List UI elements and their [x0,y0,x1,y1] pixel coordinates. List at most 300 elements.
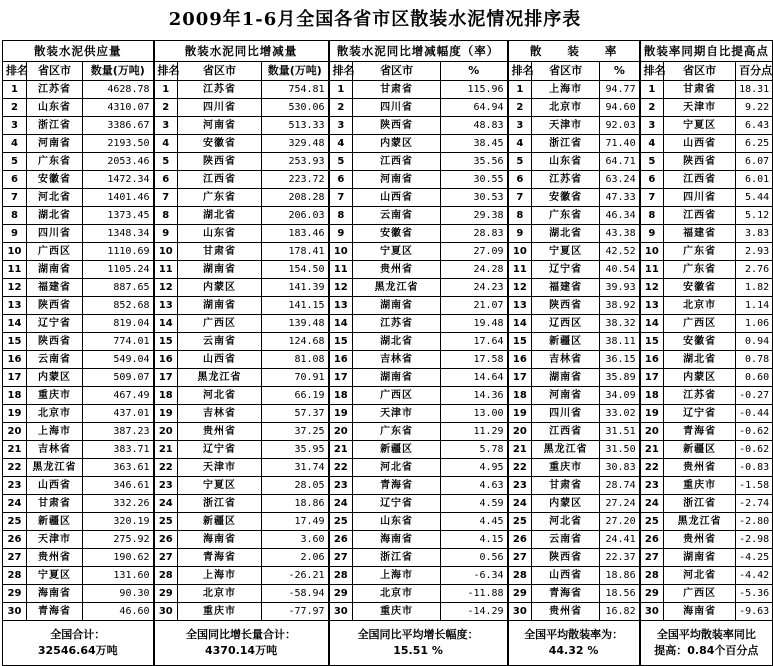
province-cell: 北京市 [353,585,441,603]
province-cell: 浙江省 [178,495,262,513]
rank-cell: 12 [154,279,178,297]
province-cell: 广东省 [27,153,83,171]
value-cell: 94.77 [600,81,640,99]
rank-cell: 19 [508,405,532,423]
province-cell: 安徽省 [664,333,736,351]
province-cell: 江苏省 [353,315,441,333]
province-cell: 广东省 [664,243,736,261]
value-cell: -2.80 [736,513,773,531]
province-cell: 宁夏区 [532,243,600,261]
province-cell: 云南省 [353,207,441,225]
rank-cell: 26 [329,531,353,549]
section-header: 散装水泥供应量 [3,41,154,62]
value-cell: 819.04 [83,315,154,333]
province-cell: 辽宁省 [27,315,83,333]
rank-cell: 16 [3,351,27,369]
province-cell: 江苏省 [27,81,83,99]
value-cell: 141.39 [262,279,329,297]
province-cell: 江西省 [353,153,441,171]
province-cell: 山西省 [353,189,441,207]
rank-cell: 25 [329,513,353,531]
rank-cell: 8 [329,207,353,225]
column-header: 省区市 [664,62,736,81]
rank-cell: 26 [3,531,27,549]
rank-cell: 21 [154,441,178,459]
rank-cell: 28 [329,567,353,585]
rank-cell: 28 [508,567,532,585]
rank-cell: 29 [508,585,532,603]
value-cell: 223.72 [262,171,329,189]
value-cell: 6.43 [736,117,773,135]
value-cell: 387.23 [83,423,154,441]
province-cell: 陕西省 [532,549,600,567]
rank-cell: 30 [508,603,532,621]
value-cell: 2053.46 [83,153,154,171]
value-cell: 115.96 [441,81,508,99]
rank-cell: 2 [640,99,664,117]
rank-cell: 10 [329,243,353,261]
table-row [3,279,773,297]
value-cell: 30.83 [600,459,640,477]
rank-cell: 7 [640,189,664,207]
column-header: 数量(万吨) [262,62,329,81]
rank-cell: 25 [508,513,532,531]
province-cell: 河北省 [532,513,600,531]
table-row [3,171,773,189]
value-cell: 754.81 [262,81,329,99]
value-cell: 0.78 [736,351,773,369]
rank-cell: 29 [329,585,353,603]
province-cell: 内蒙区 [664,369,736,387]
table-row [3,441,773,459]
value-cell: 509.07 [83,369,154,387]
province-cell: 新疆区 [664,441,736,459]
province-cell: 江西省 [664,207,736,225]
rank-cell: 28 [640,567,664,585]
rank-cell: 21 [640,441,664,459]
table-row [3,153,773,171]
value-cell: 275.92 [83,531,154,549]
province-cell: 甘肃省 [664,81,736,99]
province-cell: 海南省 [178,531,262,549]
province-cell: 云南省 [532,531,600,549]
column-header: 省区市 [353,62,441,81]
province-cell: 辽宁省 [353,495,441,513]
province-cell: 山西省 [532,567,600,585]
value-cell: 320.19 [83,513,154,531]
value-cell: 37.25 [262,423,329,441]
summary-label: 全国同比平均增长幅度： [357,628,479,641]
rank-cell: 1 [3,81,27,99]
rank-cell: 12 [3,279,27,297]
rank-cell: 5 [508,153,532,171]
value-cell: 38.92 [600,297,640,315]
province-cell: 黑龙江省 [27,459,83,477]
value-cell: 530.06 [262,99,329,117]
rank-cell: 15 [329,333,353,351]
province-cell: 山西省 [664,135,736,153]
value-cell: 24.28 [441,261,508,279]
province-cell: 贵州省 [664,459,736,477]
value-cell: 35.56 [441,153,508,171]
rank-cell: 5 [154,153,178,171]
rank-cell: 20 [154,423,178,441]
province-cell: 湖南省 [178,261,262,279]
rank-cell: 20 [3,423,27,441]
page-title: 2009年1-6月全国各省市区散装水泥情况排序表 [168,9,582,30]
province-cell: 北京市 [664,297,736,315]
rank-cell: 5 [329,153,353,171]
province-cell: 湖南省 [353,297,441,315]
rank-cell: 15 [508,333,532,351]
province-cell: 天津市 [532,117,600,135]
province-cell: 陕西省 [353,117,441,135]
rank-cell: 23 [3,477,27,495]
province-cell: 上海市 [27,423,83,441]
rank-cell: 11 [640,261,664,279]
rank-cell: 9 [508,225,532,243]
summary-label: 全国同比增长量合计： [186,628,297,641]
rank-cell: 3 [508,117,532,135]
value-cell: 0.94 [736,333,773,351]
value-cell: 124.68 [262,333,329,351]
value-cell: 17.58 [441,351,508,369]
value-cell: 90.30 [83,585,154,603]
province-cell: 陕西省 [27,297,83,315]
rank-cell: 10 [508,243,532,261]
value-cell: 1110.69 [83,243,154,261]
value-cell: 141.15 [262,297,329,315]
value-cell: 6.01 [736,171,773,189]
value-cell: 38.11 [600,333,640,351]
province-cell: 广西区 [664,585,736,603]
province-cell: 湖北省 [353,333,441,351]
province-cell: 陕西省 [664,153,736,171]
value-cell: 0.56 [441,549,508,567]
rank-cell: 13 [3,297,27,315]
province-cell: 山东省 [532,153,600,171]
value-cell: 1.06 [736,315,773,333]
table-row [3,81,773,99]
value-cell: -0.62 [736,441,773,459]
rank-cell: 9 [3,225,27,243]
province-cell: 陕西省 [27,333,83,351]
rank-cell: 4 [154,135,178,153]
rank-cell: 24 [508,495,532,513]
value-cell: 40.54 [600,261,640,279]
rank-cell: 8 [154,207,178,225]
value-cell: -9.63 [736,603,773,621]
rank-cell: 2 [508,99,532,117]
rank-cell: 22 [3,459,27,477]
rank-cell: 30 [3,603,27,621]
value-cell: -4.42 [736,567,773,585]
value-cell: 19.48 [441,315,508,333]
value-cell: 21.07 [441,297,508,315]
rank-cell: 3 [329,117,353,135]
value-cell: 92.03 [600,117,640,135]
province-cell: 湖北省 [27,207,83,225]
province-cell: 贵州省 [178,423,262,441]
rank-cell: 18 [329,387,353,405]
rank-cell: 23 [508,477,532,495]
value-cell: 513.33 [262,117,329,135]
province-cell: 宁夏区 [664,117,736,135]
value-cell: 35.89 [600,369,640,387]
province-cell: 河北省 [664,567,736,585]
rank-cell: 16 [640,351,664,369]
rank-cell: 24 [3,495,27,513]
summary-row [3,621,773,666]
province-cell: 湖南省 [664,549,736,567]
rank-cell: 24 [329,495,353,513]
rank-cell: 10 [3,243,27,261]
rank-cell: 21 [3,441,27,459]
rank-cell: 18 [3,387,27,405]
rank-cell: 19 [3,405,27,423]
table-row [3,459,773,477]
value-cell: 18.86 [262,495,329,513]
summary-cell [640,621,773,666]
province-cell: 内蒙区 [27,369,83,387]
value-cell: 332.26 [83,495,154,513]
value-cell: 38.45 [441,135,508,153]
province-cell: 山西省 [178,351,262,369]
table-row [3,387,773,405]
rank-cell: 14 [3,315,27,333]
province-cell: 湖南省 [353,369,441,387]
province-cell: 四川省 [178,99,262,117]
province-cell: 四川省 [664,189,736,207]
rank-cell: 10 [154,243,178,261]
rank-cell: 30 [154,603,178,621]
value-cell: 4.59 [441,495,508,513]
value-cell: -0.62 [736,423,773,441]
value-cell: 64.94 [441,99,508,117]
province-cell: 广东省 [532,207,600,225]
province-cell: 广东省 [178,189,262,207]
rank-cell: 2 [329,99,353,117]
province-cell: 青海省 [664,423,736,441]
rank-cell: 29 [154,585,178,603]
rank-cell: 30 [329,603,353,621]
province-cell: 黑龙江省 [532,441,600,459]
rank-cell: 6 [3,171,27,189]
province-cell: 吉林省 [178,405,262,423]
province-cell: 广东省 [664,261,736,279]
column-header: 排名 [3,62,27,81]
value-cell: 34.09 [600,387,640,405]
province-cell: 内蒙区 [178,279,262,297]
rank-cell: 27 [154,549,178,567]
value-cell: 66.19 [262,387,329,405]
table-row [3,333,773,351]
rank-cell: 26 [640,531,664,549]
province-cell: 天津市 [27,531,83,549]
summary-label: 全国平均散装率同比 [656,628,756,641]
column-header: 省区市 [27,62,83,81]
province-cell: 北京市 [532,99,600,117]
rank-cell: 13 [640,297,664,315]
rank-cell: 17 [3,369,27,387]
value-cell: 9.22 [736,99,773,117]
summary-cell [3,621,154,666]
rank-cell: 1 [640,81,664,99]
rank-cell: 11 [3,261,27,279]
province-cell: 海南省 [664,603,736,621]
province-cell: 广西区 [664,315,736,333]
province-cell: 湖南省 [532,369,600,387]
value-cell: 5.78 [441,441,508,459]
province-cell: 吉林省 [532,351,600,369]
rank-cell: 15 [154,333,178,351]
rank-cell: 22 [640,459,664,477]
table-row [3,369,773,387]
province-cell: 河北省 [178,387,262,405]
province-cell: 上海市 [178,567,262,585]
rank-cell: 20 [329,423,353,441]
value-cell: -0.44 [736,405,773,423]
province-cell: 河南省 [353,171,441,189]
summary-value: 15.51 % [393,644,443,657]
value-cell: 14.64 [441,369,508,387]
section-header: 散装水泥同比增减幅度（率） [329,41,508,62]
province-cell: 广西区 [353,387,441,405]
rank-cell: 9 [154,225,178,243]
province-cell: 吉林省 [353,351,441,369]
rank-cell: 19 [640,405,664,423]
province-cell: 湖北省 [532,225,600,243]
province-cell: 山东省 [353,513,441,531]
rank-cell: 24 [154,495,178,513]
table-row [3,243,773,261]
rank-cell: 27 [640,549,664,567]
value-cell: 3.83 [736,225,773,243]
rank-cell: 30 [640,603,664,621]
value-cell: 4.63 [441,477,508,495]
province-cell: 黑龙江省 [353,279,441,297]
table-row [3,207,773,225]
value-cell: 33.02 [600,405,640,423]
province-cell: 甘肃省 [532,477,600,495]
value-cell: -77.97 [262,603,329,621]
value-cell: 208.28 [262,189,329,207]
province-cell: 上海市 [353,567,441,585]
province-cell: 贵州省 [353,261,441,279]
province-cell: 宁夏区 [27,567,83,585]
value-cell: 18.56 [600,585,640,603]
rank-cell: 16 [154,351,178,369]
rank-cell: 16 [329,351,353,369]
value-cell: -11.88 [441,585,508,603]
province-cell: 青海省 [532,585,600,603]
value-cell: 63.24 [600,171,640,189]
table-row [3,585,773,603]
summary-cell [329,621,508,666]
value-cell: -1.58 [736,477,773,495]
province-cell: 黑龙江省 [664,513,736,531]
value-cell: 852.68 [83,297,154,315]
province-cell: 四川省 [27,225,83,243]
province-cell: 湖北省 [664,351,736,369]
rank-cell: 26 [154,531,178,549]
value-cell: 774.01 [83,333,154,351]
rank-cell: 11 [154,261,178,279]
value-cell: -2.74 [736,495,773,513]
table-row [3,423,773,441]
province-cell: 广西区 [27,243,83,261]
rank-cell: 3 [3,117,27,135]
province-cell: 四川省 [532,405,600,423]
province-cell: 辽宁省 [664,405,736,423]
value-cell: 27.09 [441,243,508,261]
value-cell: 64.71 [600,153,640,171]
province-cell: 贵州省 [532,603,600,621]
rank-cell: 25 [154,513,178,531]
rank-cell: 28 [3,567,27,585]
value-cell: 190.62 [83,549,154,567]
value-cell: 16.82 [600,603,640,621]
province-cell: 广东省 [353,423,441,441]
rank-cell: 17 [329,369,353,387]
rank-cell: 14 [154,315,178,333]
province-cell: 甘肃省 [353,81,441,99]
value-cell: 183.46 [262,225,329,243]
summary-value: 44.32 % [548,644,599,657]
value-cell: 31.50 [600,441,640,459]
province-cell: 安徽省 [664,279,736,297]
rank-cell: 5 [3,153,27,171]
value-cell: 30.53 [441,189,508,207]
summary-cell [154,621,329,666]
value-cell: 1373.45 [83,207,154,225]
rank-cell: 19 [154,405,178,423]
value-cell: 1401.46 [83,189,154,207]
value-cell: -4.25 [736,549,773,567]
rank-cell: 6 [640,171,664,189]
value-cell: -0.83 [736,459,773,477]
rank-cell: 3 [640,117,664,135]
value-cell: 35.95 [262,441,329,459]
rank-cell: 22 [154,459,178,477]
province-cell: 浙江省 [27,117,83,135]
rank-cell: 20 [640,423,664,441]
value-cell: 46.60 [83,603,154,621]
value-cell: 28.74 [600,477,640,495]
rank-cell: 23 [329,477,353,495]
value-cell: 329.48 [262,135,329,153]
value-cell: 887.65 [83,279,154,297]
province-cell: 河南省 [178,117,262,135]
rank-cell: 15 [3,333,27,351]
value-cell: -0.27 [736,387,773,405]
rank-cell: 12 [329,279,353,297]
value-cell: 24.23 [441,279,508,297]
rank-cell: 7 [154,189,178,207]
rank-cell: 4 [508,135,532,153]
province-cell: 安徽省 [178,135,262,153]
province-cell: 甘肃省 [27,495,83,513]
rank-cell: 11 [508,261,532,279]
value-cell: 437.01 [83,405,154,423]
table-row [3,297,773,315]
province-cell: 贵州省 [664,531,736,549]
province-cell: 宁夏区 [178,477,262,495]
rank-cell: 22 [508,459,532,477]
value-cell: -5.36 [736,585,773,603]
value-cell: 1105.24 [83,261,154,279]
value-cell: 47.33 [600,189,640,207]
